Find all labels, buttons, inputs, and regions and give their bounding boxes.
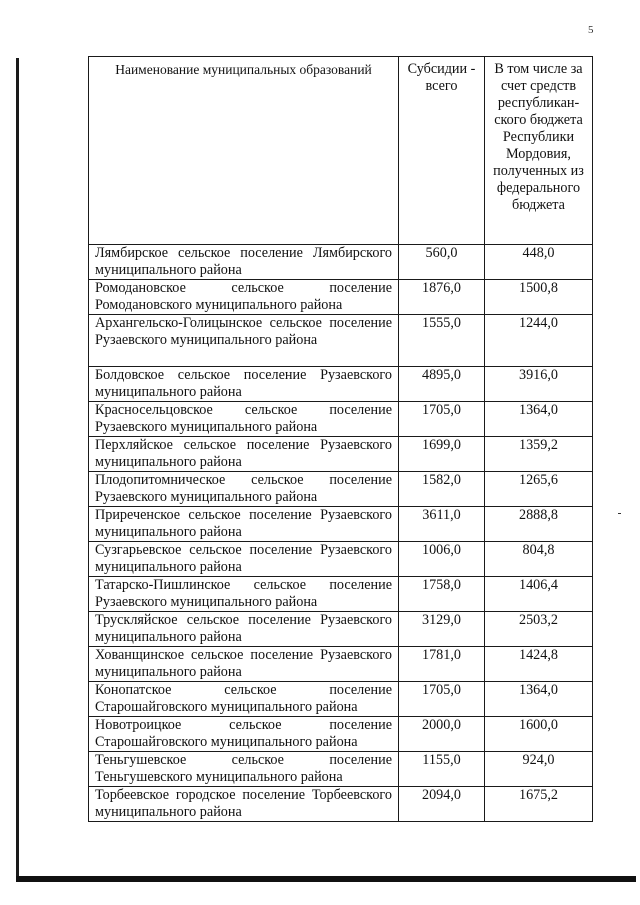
subsidy-total-cell: 2000,0: [399, 717, 485, 752]
municipality-name-cell: Архангельско-Голицынское сельское поселение Рузаевского муниципального района: [89, 315, 399, 367]
federal-share-cell: 1600,0: [485, 717, 593, 752]
subsidy-total-cell: 1705,0: [399, 402, 485, 437]
page-number: 5: [588, 24, 594, 36]
federal-share-cell: 448,0: [485, 245, 593, 280]
federal-share-cell: 2888,8: [485, 507, 593, 542]
municipality-name-cell: Новотроицкое сельское поселение Старошайговского муниципального района: [89, 717, 399, 752]
subsidy-total-cell: 560,0: [399, 245, 485, 280]
table-row: [89, 717, 593, 752]
federal-share-cell: 804,8: [485, 542, 593, 577]
federal-share-cell: 3916,0: [485, 367, 593, 402]
scan-edge-left: [16, 58, 19, 876]
table-row: [89, 402, 593, 437]
scan-edge-bottom: [16, 876, 636, 882]
municipality-name-cell: Ромодановское сельское поселение Ромодановского муниципального района: [89, 280, 399, 315]
federal-share-cell: 2503,2: [485, 612, 593, 647]
federal-share-cell: 1364,0: [485, 682, 593, 717]
header-federal-share: В том числе за счет средств республикан-ского бюджета Республики Мордовия, полученных из федерального бюджета: [485, 57, 593, 245]
subsidy-total-cell: 1758,0: [399, 577, 485, 612]
subsidy-total-cell: 1006,0: [399, 542, 485, 577]
municipality-name-cell: Перхляйское сельское поселение Рузаевского муниципального района: [89, 437, 399, 472]
table-header-row: [89, 57, 593, 245]
municipality-name-cell: Приреченское сельское поселение Рузаевского муниципального района: [89, 507, 399, 542]
federal-share-cell: 1500,8: [485, 280, 593, 315]
table-row: [89, 542, 593, 577]
subsidy-total-cell: 1555,0: [399, 315, 485, 367]
subsidy-total-cell: 1699,0: [399, 437, 485, 472]
federal-share-cell: 924,0: [485, 752, 593, 787]
subsidy-total-cell: 1781,0: [399, 647, 485, 682]
table-row: [89, 647, 593, 682]
table-row: [89, 507, 593, 542]
table-row: [89, 787, 593, 822]
table-row: [89, 472, 593, 507]
federal-share-cell: 1424,8: [485, 647, 593, 682]
table-row: [89, 437, 593, 472]
municipality-name-cell: Хованщинское сельское поселение Рузаевского муниципального района: [89, 647, 399, 682]
federal-share-cell: 1675,2: [485, 787, 593, 822]
municipality-name-cell: Красносельцовское сельское поселение Рузаевского муниципального района: [89, 402, 399, 437]
municipality-name-cell: Трускляйское сельское поселение Рузаевского муниципального района: [89, 612, 399, 647]
subsidy-total-cell: 3611,0: [399, 507, 485, 542]
subsidy-total-cell: 1705,0: [399, 682, 485, 717]
table-row: [89, 245, 593, 280]
table-row: [89, 752, 593, 787]
table-row: [89, 682, 593, 717]
federal-share-cell: 1406,4: [485, 577, 593, 612]
municipality-name-cell: Теньгушевское сельское поселение Теньгушевского муниципального района: [89, 752, 399, 787]
subsidy-total-cell: 1876,0: [399, 280, 485, 315]
table-row: [89, 280, 593, 315]
table-row: [89, 367, 593, 402]
table-row: [89, 577, 593, 612]
federal-share-cell: 1359,2: [485, 437, 593, 472]
municipality-name-cell: Конопатское сельское поселение Старошайговского муниципального района: [89, 682, 399, 717]
federal-share-cell: 1244,0: [485, 315, 593, 367]
federal-share-cell: 1265,6: [485, 472, 593, 507]
scan-speck: [618, 513, 621, 514]
subsidy-table: [88, 56, 593, 822]
subsidy-total-cell: 2094,0: [399, 787, 485, 822]
table-row: [89, 315, 593, 367]
header-subsidy-total: Субсидии - всего: [399, 57, 485, 245]
subsidy-total-cell: 1155,0: [399, 752, 485, 787]
municipality-name-cell: Лямбирское сельское поселение Лямбирского муниципального района: [89, 245, 399, 280]
subsidy-total-cell: 1582,0: [399, 472, 485, 507]
municipality-name-cell: Торбеевское городское поселение Торбеевского муниципального района: [89, 787, 399, 822]
municipality-name-cell: Болдовское сельское поселение Рузаевского муниципального района: [89, 367, 399, 402]
municipality-name-cell: Сузгарьевское сельское поселение Рузаевского муниципального района: [89, 542, 399, 577]
federal-share-cell: 1364,0: [485, 402, 593, 437]
subsidy-total-cell: 4895,0: [399, 367, 485, 402]
subsidy-total-cell: 3129,0: [399, 612, 485, 647]
municipality-name-cell: Татарско-Пишлинское сельское поселение Рузаевского муниципального района: [89, 577, 399, 612]
table-row: [89, 612, 593, 647]
header-municipality: Наименование муниципальных образований: [89, 57, 399, 245]
municipality-name-cell: Плодопитомническое сельское поселение Рузаевского муниципального района: [89, 472, 399, 507]
